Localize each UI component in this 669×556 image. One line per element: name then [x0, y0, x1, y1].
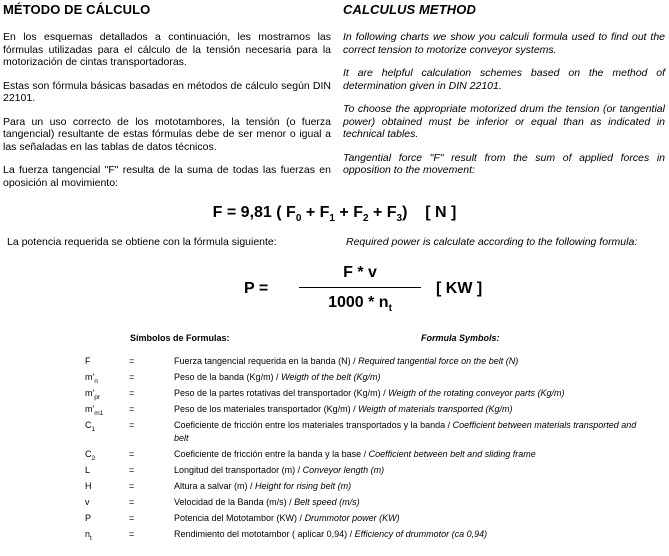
- description-en: Belt speed (m/s): [294, 497, 360, 507]
- equals-sign: =: [129, 420, 135, 430]
- description-en: Coefficient between belt and sliding frame: [368, 449, 536, 459]
- paragraph-es-1: En los esquemas detallados a continuación, les mostramos las fórmulas utilizadas para el cálculo de la tensión necesaria para la motorización de cintas transportadoras.: [3, 31, 331, 68]
- left-column-es: [3, 0, 331, 200]
- power-formula-label: P =: [244, 280, 269, 297]
- description-es: Coeficiente de fricción entre los materiales transportados y la banda /: [174, 420, 453, 430]
- description-en: Weigth of the rotating conveyor parts (Kg/m): [388, 388, 565, 398]
- description-es: Velocidad de la Banda (m/s) /: [174, 497, 295, 507]
- symbol-row: [85, 512, 645, 525]
- symbol-row: [85, 448, 645, 461]
- description-es: Fuerza tangencial requerida en la banda (N) /: [174, 356, 359, 366]
- description-en: Drummotor power (KW): [304, 513, 400, 523]
- description-en: Efficiency of drummotor (ca 0,94): [354, 529, 488, 539]
- paragraph-es-4: La fuerza tangencial "F" resulta de la suma de todas las fuerzas en oposición al movimiento:: [3, 164, 331, 189]
- equals-sign: =: [129, 372, 135, 382]
- symbol-row: [85, 419, 645, 445]
- symbol: $C_1$: [85, 420, 96, 433]
- paragraph-es-2: Estas son fórmula básicas basadas en métodos de cálculo según DIN 22101.: [3, 79, 331, 104]
- paragraph-es-3: Para un uso correcto de los mototambores, la tensión (o fuerza tangencial) resultante de estas fórmulas debe de ser menor o igual a las señaladas en las tablas de datos técnicos.: [3, 115, 331, 153]
- symbol-row: [85, 371, 645, 384]
- description-es: Peso de la partes rotativas del transportador (Kg/m) /: [174, 388, 389, 398]
- description-es: Altura a salvar (m) /: [174, 481, 256, 491]
- symbol-description: [174, 419, 645, 445]
- symbol-row: [85, 355, 645, 368]
- symbol-row: [85, 464, 645, 477]
- description-en: Required tangential force on the belt (N): [358, 356, 519, 366]
- symbol-description: [174, 480, 645, 493]
- description-es: Longitud del transportador (m) /: [174, 465, 303, 475]
- power-text-en: Required power is calculate according to the following formula:: [346, 236, 638, 248]
- equals-sign: =: [129, 497, 135, 507]
- description-es: Coeficiente de fricción entre la banda y la base /: [174, 449, 369, 459]
- paragraph-en-3: To choose the appropriate motorized drum the tension (or tangential power) obtained must be inferior or equal than as indicated in technical tables.: [343, 103, 665, 140]
- power-formula-numerator: F * v: [343, 264, 377, 281]
- equals-sign: =: [129, 513, 135, 523]
- symbols-table: [85, 355, 645, 544]
- symbol: $C_2$: [85, 449, 96, 462]
- symbol: $m'_n$: [85, 372, 98, 385]
- symbols-heading-en: Formula Symbols:: [421, 333, 500, 343]
- symbol: L: [85, 465, 91, 475]
- symbol: H: [85, 481, 92, 491]
- description-es: Peso de la banda (Kg/m) /: [174, 372, 282, 382]
- symbol-description: [174, 403, 645, 416]
- description-en: Weigth of materials transported (Kg/m): [358, 404, 513, 414]
- paragraph-en-2: It are helpful calculation schemes based on the method of determination given in DIN 22101.: [343, 67, 665, 92]
- description-en: Coefficient between materials transported and belt: [174, 420, 637, 443]
- equals-sign: =: [129, 481, 135, 491]
- tangential-force-formula: F = 9,81 ( $F_0 + F_1 + F_2 + F_3$) [ N ]: [212, 204, 457, 225]
- fraction-bar: [299, 287, 421, 288]
- equals-sign: =: [129, 529, 135, 539]
- symbol-row: [85, 387, 645, 400]
- paragraph-en-1: In following charts we show you calculi formula used to find out the correct tension to motorize conveyor systems.: [343, 31, 665, 56]
- equals-sign: =: [129, 356, 135, 366]
- paragraph-en-4: Tangential force "F" result from the sum of applied forces in opposition to the movement:: [343, 151, 665, 176]
- equals-sign: =: [129, 449, 135, 459]
- power-formula-fraction: [299, 263, 421, 313]
- heading-en: CALCULUS METHOD: [343, 2, 476, 17]
- symbol-description: [174, 371, 645, 384]
- heading-es: MÉTODO DE CÁLCULO: [3, 2, 151, 17]
- symbol: F: [85, 356, 91, 366]
- symbol: $m'_{m1}$: [85, 404, 104, 417]
- equals-sign: =: [129, 404, 135, 414]
- symbol-row: [85, 403, 645, 416]
- description-es: Potencia del Mototambor (KW) /: [174, 513, 305, 523]
- symbol-description: [174, 387, 645, 400]
- description-es: Peso de los materiales transportador (Kg/m) /: [174, 404, 359, 414]
- symbol-description: [174, 355, 645, 368]
- symbol-row: [85, 528, 645, 541]
- equals-sign: =: [129, 465, 135, 475]
- symbol-description: [174, 512, 645, 525]
- equals-sign: =: [129, 388, 135, 398]
- right-column-en: [343, 0, 665, 188]
- symbol-description: [174, 464, 645, 477]
- symbol-description: [174, 528, 645, 541]
- description-en: Weigth of the belt (Kg/m): [281, 372, 381, 382]
- symbol-description: [174, 448, 645, 461]
- symbol: v: [85, 497, 90, 507]
- symbol: $n_t$: [85, 529, 92, 542]
- symbols-heading-es: Símbolos de Formulas:: [130, 333, 230, 343]
- symbol: P: [85, 513, 92, 523]
- description-en: Conveyor length (m): [302, 465, 385, 475]
- symbol-row: [85, 480, 645, 493]
- power-formula-denominator: $1000 * n_t$: [328, 294, 392, 315]
- symbol: $m'_{pr}$: [85, 388, 100, 401]
- symbol-description: [174, 496, 645, 509]
- description-es: Rendimiento del mototambor ( aplicar 0,94) /: [174, 529, 355, 539]
- power-formula-unit: [ KW ]: [436, 280, 483, 297]
- symbol-row: [85, 496, 645, 509]
- description-en: Height for rising belt (m): [255, 481, 352, 491]
- power-text-es: La potencia requerida se obtiene con la fórmula siguiente:: [7, 236, 277, 248]
